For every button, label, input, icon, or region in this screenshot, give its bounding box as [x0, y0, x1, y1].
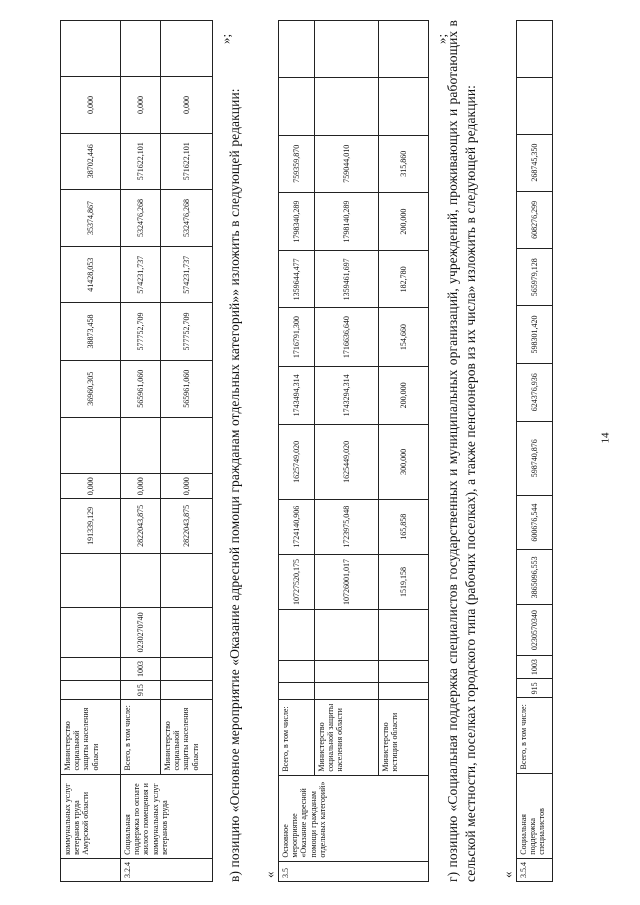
row-value: 1716636,640 — [315, 308, 379, 366]
row-value: 38873,458 — [61, 303, 121, 360]
row-csr — [379, 610, 429, 661]
row-csr: 0230270740 — [121, 607, 161, 657]
row-value: 571622,101 — [121, 133, 161, 189]
row-csr — [279, 610, 315, 661]
row-empty — [279, 78, 315, 135]
row-code: 3.5.4 — [517, 858, 553, 881]
row-value: 0,000 — [161, 474, 213, 499]
row-empty — [315, 78, 379, 135]
table-continuation — [60, 20, 213, 882]
page-number: 14 — [599, 432, 612, 444]
table-specialists — [516, 20, 553, 882]
row-value: 1625449,020 — [315, 425, 379, 500]
row-value: 10727520,175 — [279, 554, 315, 609]
row-empty — [121, 417, 161, 473]
row-executor: Всего, в том числе: — [279, 700, 315, 776]
row-executor: Всего, в том числе: — [121, 700, 161, 774]
row-empty — [161, 417, 213, 473]
row-value: 759359,870 — [279, 135, 315, 192]
row-empty — [517, 21, 553, 78]
row-value: 1743294,314 — [315, 366, 379, 424]
table-row — [61, 21, 121, 882]
row-executor: Министерство социальной защиты населения области — [315, 700, 379, 776]
row-value: 2822043,875 — [121, 499, 161, 553]
paragraph-v: в) позицию «Основное мероприятие «Оказание адресной помощи гражданам отдельных категорий»» изложить в следующей редакции: — [227, 88, 242, 882]
table-row — [121, 21, 161, 882]
open-quote: « — [500, 871, 515, 878]
row-value: 598301,420 — [517, 306, 553, 364]
row-empty — [121, 21, 161, 77]
row-csr — [161, 607, 213, 657]
row-empty — [121, 553, 161, 607]
row-name: коммунальных услуг ветеранов труда Амурской области — [61, 774, 121, 858]
row-value: 200,000 — [379, 192, 429, 250]
row-value: 38702,446 — [61, 133, 121, 189]
row-value: 1743494,314 — [279, 366, 315, 424]
row-empty — [379, 78, 429, 135]
table-adresnaya-pomosch — [278, 20, 429, 882]
row-rzpr — [279, 661, 315, 682]
row-grbs: 915 — [121, 681, 161, 700]
row-value: 624376,936 — [517, 363, 553, 421]
row-value: 154,660 — [379, 308, 429, 366]
row-value: 0,000 — [61, 77, 121, 133]
row-rzpr — [315, 661, 379, 682]
row-value: 191339,129 — [61, 499, 121, 553]
row-empty — [517, 77, 553, 134]
row-value: 41428,053 — [61, 247, 121, 303]
row-value: 1716791,300 — [279, 308, 315, 366]
row-value: 3865096,553 — [517, 550, 553, 605]
row-empty — [279, 21, 315, 78]
closing-quote: »; — [218, 33, 233, 44]
row-empty — [379, 21, 429, 78]
open-quote: « — [262, 871, 277, 878]
row-value: 577752,709 — [121, 303, 161, 360]
row-value: 574231,737 — [121, 247, 161, 303]
row-value: 565961,060 — [121, 360, 161, 417]
table-row — [279, 21, 315, 882]
row-value: 10726001,017 — [315, 554, 379, 609]
row-value: 315,860 — [379, 135, 429, 192]
row-value: 1723975,048 — [315, 499, 379, 554]
row-value: 759044,010 — [315, 135, 379, 192]
row-name: Основное мероприятие «Оказание адресной помощи гражданам отдельных категорий» — [279, 775, 429, 861]
row-executor: Всего, в том числе: — [517, 698, 553, 773]
row-value: 577752,709 — [161, 303, 213, 360]
row-value: 532476,268 — [121, 189, 161, 246]
row-value: 1519,158 — [379, 554, 429, 609]
row-executor: Министерство юстиции области — [379, 700, 429, 776]
row-value: 165,858 — [379, 499, 429, 554]
rotated-page-content — [30, 12, 630, 892]
table-row — [161, 21, 213, 882]
row-rzpr — [161, 658, 213, 681]
row-value: 1798140,289 — [315, 192, 379, 250]
row-value: 200,000 — [379, 366, 429, 424]
row-empty — [61, 21, 121, 77]
row-code: 3.2.4 — [121, 858, 213, 881]
table-row — [517, 21, 553, 882]
row-value: 1359461,697 — [315, 251, 379, 308]
row-value: 565979,128 — [517, 249, 553, 306]
row-value: 36960,305 — [61, 360, 121, 417]
row-value: 1724140,906 — [279, 499, 315, 554]
row-empty — [161, 21, 213, 77]
row-value: 1359644,477 — [279, 251, 315, 308]
row-csr — [315, 610, 379, 661]
row-empty — [61, 417, 121, 473]
row-value: 268745,350 — [517, 134, 553, 191]
row-value: 600676,544 — [517, 495, 553, 550]
row-empty — [161, 553, 213, 607]
table-row — [315, 21, 379, 882]
row-value: 182,780 — [379, 251, 429, 308]
row-code — [61, 858, 121, 881]
row-rzpr: 1003 — [121, 658, 161, 681]
row-value: 608276,299 — [517, 191, 553, 249]
row-empty — [61, 553, 121, 607]
row-value: 574231,737 — [161, 247, 213, 303]
row-rzpr — [379, 661, 429, 682]
row-grbs — [61, 681, 121, 700]
row-grbs — [161, 681, 213, 700]
row-grbs — [315, 682, 379, 699]
table-row — [379, 21, 429, 882]
row-executor: Министерство социальной защиты населения области — [61, 700, 121, 774]
row-value: 0,000 — [161, 77, 213, 133]
row-value: 0,000 — [121, 474, 161, 499]
row-code: 3.5 — [279, 861, 429, 881]
row-value: 2822043,875 — [161, 499, 213, 553]
row-value: 300,000 — [379, 425, 429, 500]
row-grbs: 915 — [517, 679, 553, 698]
row-csr — [61, 607, 121, 657]
row-executor: Министерство социальной защиты населения области — [161, 700, 213, 774]
row-value: 598740,876 — [517, 421, 553, 495]
row-rzpr — [61, 658, 121, 681]
row-value: 0,000 — [121, 77, 161, 133]
row-value: 1625749,020 — [279, 425, 315, 500]
row-value: 565961,060 — [161, 360, 213, 417]
row-name: Социальная поддержка по оплате жилого помещения и коммунальных услуг ветеранов труда — [121, 774, 213, 858]
row-csr: 0230570340 — [517, 605, 553, 656]
row-value: 1798340,289 — [279, 192, 315, 250]
row-rzpr: 1003 — [517, 655, 553, 678]
row-grbs — [379, 682, 429, 699]
row-value: 35374,867 — [61, 189, 121, 246]
row-value: 571622,101 — [161, 133, 213, 189]
row-empty — [315, 21, 379, 78]
row-name: Социальная поддержка специалистов — [517, 773, 553, 858]
row-value: 0,000 — [61, 474, 121, 499]
closing-quote: »; — [434, 33, 449, 44]
row-grbs — [279, 682, 315, 699]
row-value: 532476,268 — [161, 189, 213, 246]
paragraph-g: г) позицию «Социальная поддержка специалистов государственных и муниципальных организаций, учреждений, проживающих и работающих в сельской местности, поселках городского типа (рабочих поселках), а также пенсионеров из их числа» изложить в следующей редакции: — [445, 20, 478, 882]
